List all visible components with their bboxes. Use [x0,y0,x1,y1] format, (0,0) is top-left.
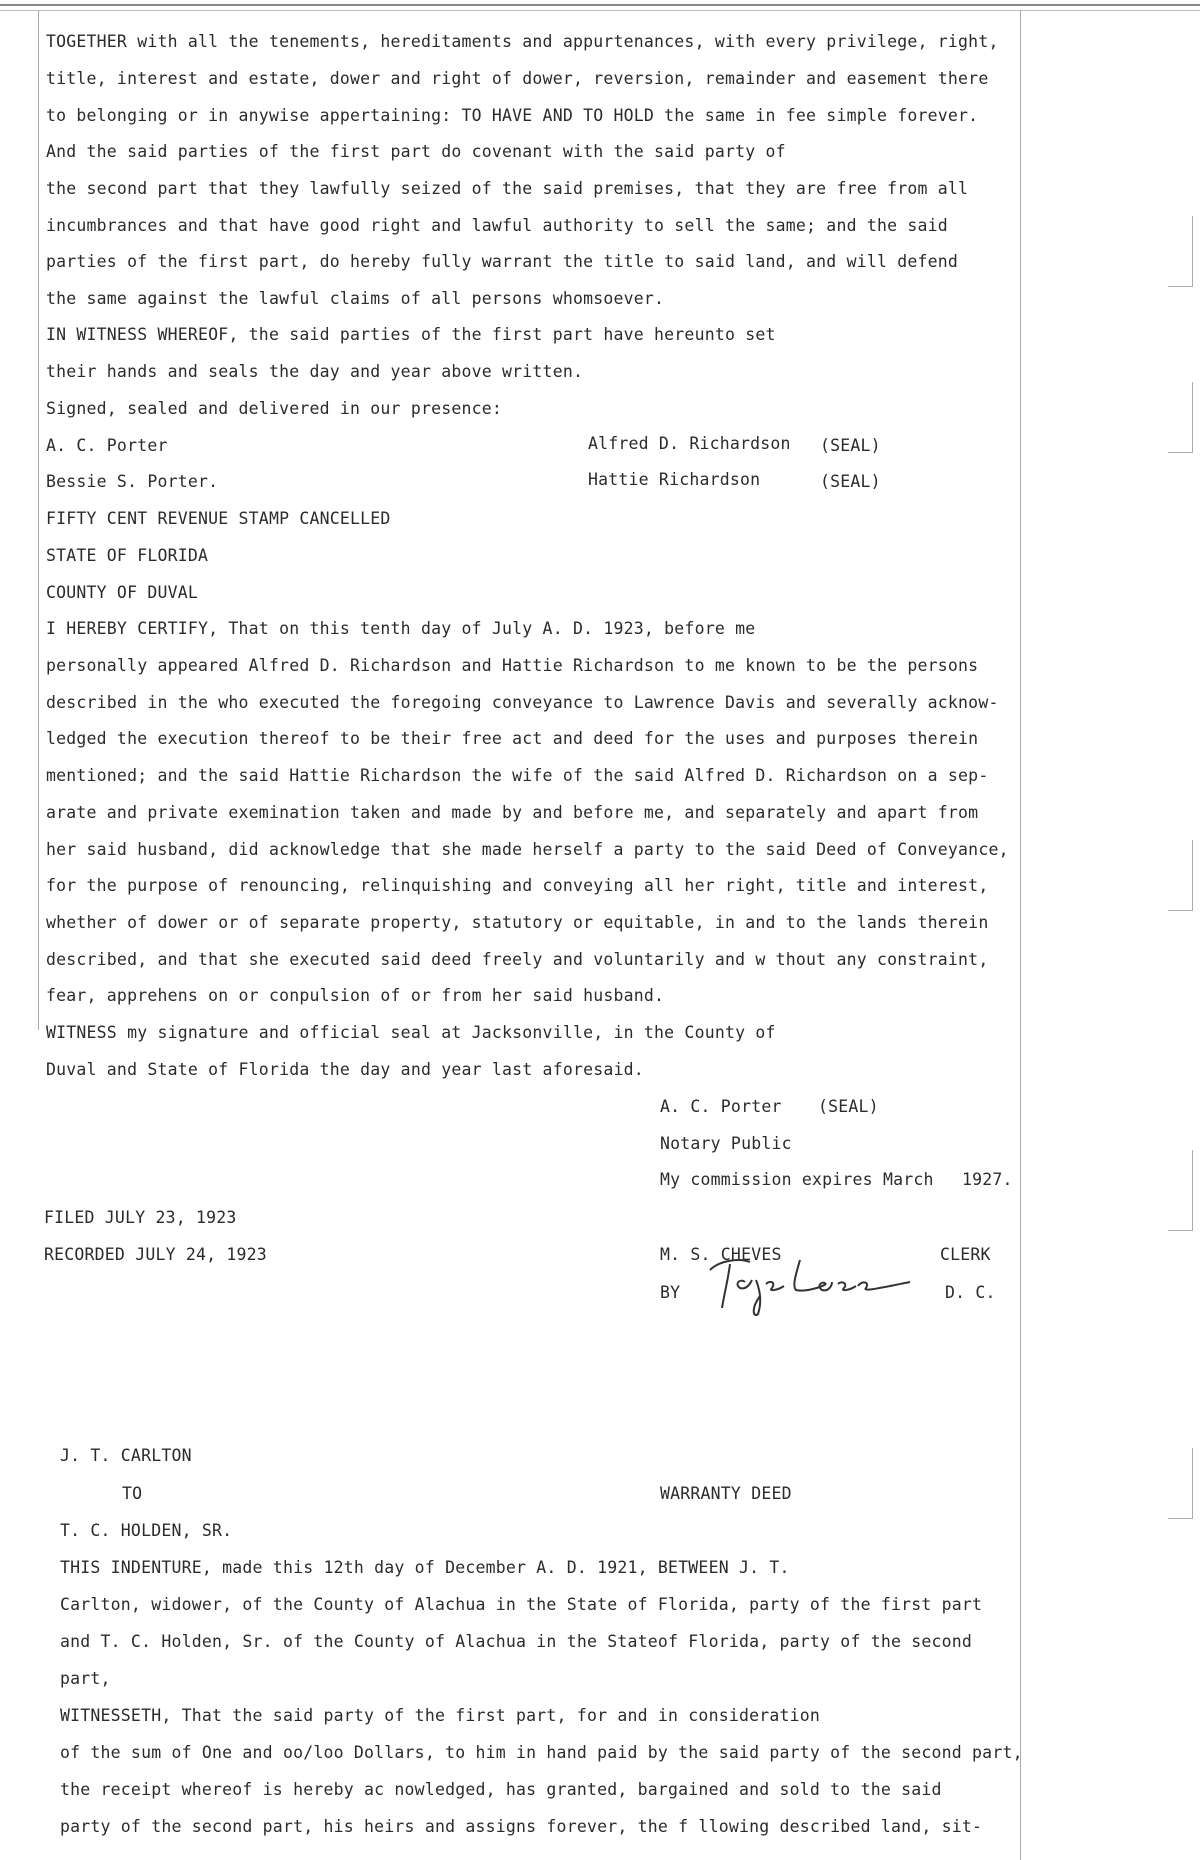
certificate-line: mentioned; and the said Hattie Richardson the wife of the said Alfred D. Richardson on a sep- [46,766,989,785]
deed1-line: the same against the lawful claims of all persons whomsoever. [46,289,665,308]
clerk-title: CLERK [940,1245,991,1264]
page-edge-mark [1168,1448,1193,1519]
commission-expiry: My commission expires March [660,1170,934,1189]
notary-seal: (SEAL) [818,1097,879,1116]
notary-name: A. C. Porter [660,1097,782,1116]
certificate-line: ledged the execution thereof to be their free act and deed for the uses and purposes therein [46,729,979,748]
state-line: STATE OF FLORIDA [46,546,209,565]
revenue-stamp-line: FIFTY CENT REVENUE STAMP CANCELLED [46,509,391,528]
grantor-signature: Alfred D. Richardson [588,434,791,453]
deed1-line: IN WITNESS WHEREOF, the said parties of the first part have hereunto set [46,325,776,344]
deed2-line: part, [60,1669,111,1688]
deed2-grantee: T. C. HOLDEN, SR. [60,1521,233,1540]
grantor-signature: Hattie Richardson [588,470,761,489]
dc-label: D. C. [945,1283,996,1302]
certificate-line: WITNESS my signature and official seal at Jacksonville, in the County of [46,1023,776,1042]
deed1-line: Signed, sealed and delivered in our presence: [46,399,503,418]
left-margin-rule [38,10,39,1030]
witness-name: Bessie S. Porter. [46,472,219,491]
certificate-line: for the purpose of renouncing, relinquishing and conveying all her right, title and interest, [46,876,989,895]
clerk-name: M. S. CHEVES [660,1245,782,1264]
commission-year: 1927. [962,1170,1013,1189]
page-edge-mark [1168,382,1193,453]
certificate-line: fear, apprehens on or conpulsion of or from her said husband. [46,986,665,1005]
deputy-clerk-signature [700,1240,940,1320]
deed2-to: TO [122,1484,143,1503]
deed1-line: TOGETHER with all the tenements, hereditaments and appurtenances, with every privilege, right, [46,32,999,51]
seal-label: (SEAL) [820,436,881,455]
deed2-line: and T. C. Holden, Sr. of the County of Alachua in the Stateof Florida, party of the second [60,1632,973,1651]
deed1-line: parties of the first part, do hereby fully warrant the title to said land, and will defend [46,252,959,271]
certificate-line: described in the who executed the foregoing conveyance to Lawrence Davis and severally acknow- [46,693,999,712]
certificate-line: Duval and State of Florida the day and year last aforesaid. [46,1060,644,1079]
deed2-grantor: J. T. CARLTON [60,1446,192,1465]
deed1-line: to belonging or in anywise appertaining: TO HAVE AND TO HOLD the same in fee simple forever. [46,106,979,125]
deed1-line: their hands and seals the day and year above written. [46,362,584,381]
deed2-line: WITNESSETH, That the said party of the first part, for and in consideration [60,1706,821,1725]
certificate-line: described, and that she executed said deed freely and voluntarily and w thout any constraint, [46,950,989,969]
deed1-line: And the said parties of the first part do covenant with the said party of [46,142,786,161]
county-line: COUNTY OF DUVAL [46,583,199,602]
by-label: BY [660,1283,681,1302]
top-rule [0,4,1200,6]
page-edge-mark [1168,1150,1193,1231]
filed-date: FILED JULY 23, 1923 [44,1208,237,1227]
seal-label: (SEAL) [820,472,881,491]
deed2-line: party of the second part, his heirs and assigns forever, the f llowing described land, sit- [60,1817,983,1836]
page-edge-mark [1168,216,1193,287]
deed2-type: WARRANTY DEED [660,1484,792,1503]
deed1-line: incumbrances and that have good right and lawful authority to sell the same; and the said [46,216,948,235]
certificate-line: I HEREBY CERTIFY, That on this tenth day of July A. D. 1923, before me [46,619,756,638]
deed1-line: the second part that they lawfully seized of the said premises, that they are free from all [46,179,969,198]
certificate-line: whether of dower or of separate property, statutory or equitable, in and to the lands therein [46,913,989,932]
certificate-line: personally appeared Alfred D. Richardson and Hattie Richardson to me known to be the persons [46,656,979,675]
notary-title: Notary Public [660,1134,792,1153]
certificate-line: arate and private exemination taken and made by and before me, and separately and apart from [46,803,979,822]
witness-name: A. C. Porter [46,436,168,455]
deed2-line: of the sum of One and oo/loo Dollars, to him in hand paid by the said party of the second part, [60,1743,1023,1762]
deed1-line: title, interest and estate, dower and right of dower, reversion, remainder and easement there [46,69,989,88]
certificate-line: her said husband, did acknowledge that she made herself a party to the said Deed of Conveyance, [46,840,1009,859]
page-edge-mark [1168,840,1193,911]
deed2-line: THIS INDENTURE, made this 12th day of December A. D. 1921, BETWEEN J. T. [60,1558,790,1577]
deed2-line: Carlton, widower, of the County of Alachua in the State of Florida, party of the first part [60,1595,983,1614]
recorded-date: RECORDED JULY 24, 1923 [44,1245,267,1264]
deed2-line: the receipt whereof is hereby ac nowledged, has granted, bargained and sold to the said [60,1780,942,1799]
right-margin-rule [1020,10,1021,1860]
